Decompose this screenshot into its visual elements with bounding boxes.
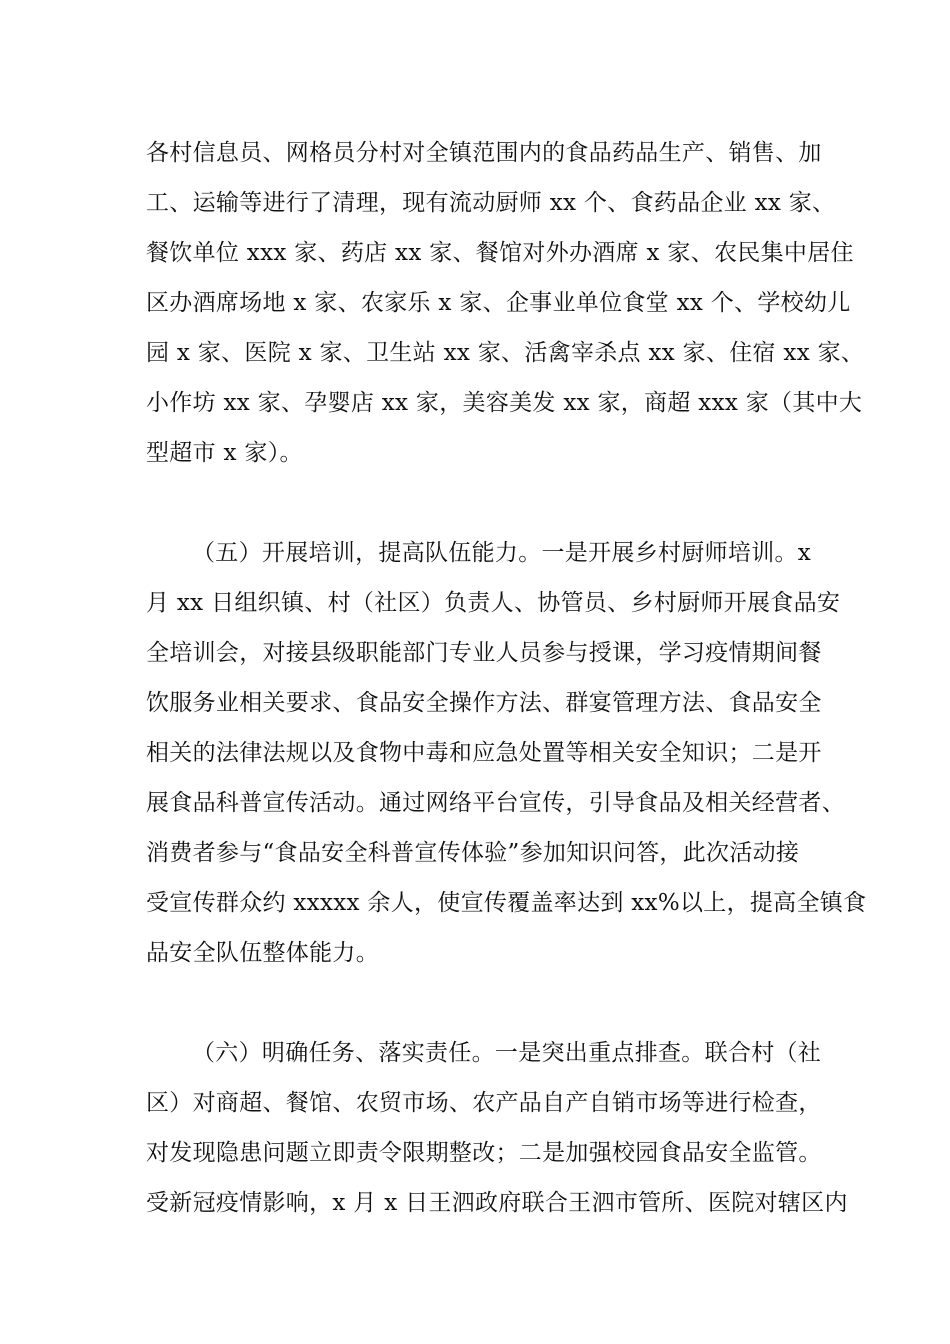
paragraph-2-line-1: （五）开展培训，提高队伍能力。一是开展乡村厨师培训。x <box>192 540 812 566</box>
paragraph-3-line-4: 受新冠疫情影响，x 月 x 日王泗政府联合王泗市管所、医院对辖区内 <box>146 1190 848 1216</box>
paragraph-3-line-3: 对发现隐患问题立即责令限期整改；二是加强校园食品安全监管。 <box>146 1140 822 1166</box>
paragraph-2-line-4: 饮服务业相关要求、食品安全操作方法、群宴管理方法、食品安全 <box>146 690 822 716</box>
paragraph-2-line-5: 相关的法律法规以及食物中毒和应急处置等相关安全知识；二是开 <box>146 740 822 766</box>
paragraph-1-line-2: 工、运输等进行了清理，现有流动厨师 xx 个、食药品企业 xx 家、 <box>146 190 836 216</box>
paragraph-2-line-7: 消费者参与“食品安全科普宣传体验”参加知识问答，此次活动接 <box>146 840 800 866</box>
paragraph-2-line-8: 受宣传群众约 xxxxx 余人，使宣传覆盖率达到 xx%以上，提高全镇食 <box>146 890 867 916</box>
paragraph-1-line-5: 园 x 家、医院 x 家、卫生站 xx 家、活禽宰杀点 xx 家、住宿 xx 家、 <box>146 340 865 366</box>
paragraph-3-line-1: （六）明确任务、落实责任。一是突出重点排查。联合村（社 <box>192 1040 822 1066</box>
paragraph-1-line-3: 餐饮单位 xxx 家、药店 xx 家、餐馆对外办酒席 x 家、农民集中居住 <box>146 240 854 266</box>
paragraph-3-line-2: 区）对商超、餐馆、农贸市场、农产品自产自销市场等进行检查， <box>146 1090 822 1116</box>
paragraph-1-line-6: 小作坊 xx 家、孕婴店 xx 家，美容美发 xx 家，商超 xxx 家（其中大 <box>146 390 863 416</box>
paragraph-2-line-6: 展食品科普宣传活动。通过网络平台宣传，引导食品及相关经营者、 <box>146 790 845 816</box>
paragraph-2-line-2: 月 xx 日组织镇、村（社区）负责人、协管员、乡村厨师开展食品安 <box>146 590 841 616</box>
paragraph-2-line-3: 全培训会，对接县级职能部门专业人员参与授课，学习疫情期间餐 <box>146 640 822 666</box>
paragraph-2-line-9: 品安全队伍整体能力。 <box>146 940 379 966</box>
paragraph-1-line-1: 各村信息员、网格员分村对全镇范围内的食品药品生产、销售、加 <box>146 140 822 166</box>
paragraph-1-line-4: 区办酒席场地 x 家、农家乐 x 家、企事业单位食堂 xx 个、学校幼儿 <box>146 290 851 316</box>
paragraph-1-line-7: 型超市 x 家）。 <box>146 440 303 466</box>
